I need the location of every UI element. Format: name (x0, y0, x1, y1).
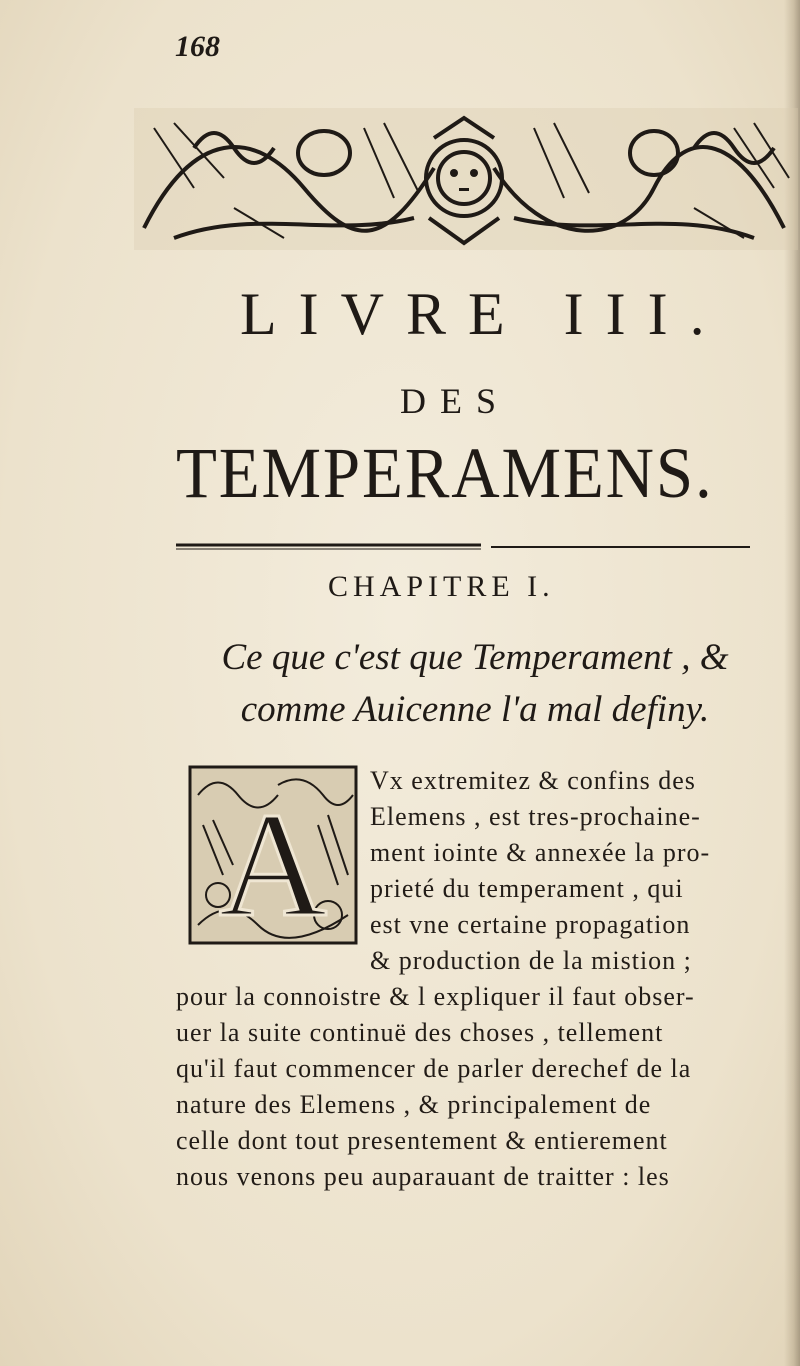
subtitle-line-1: Ce que c'est que Temperament , & (221, 637, 729, 678)
title-prefix: DES (400, 381, 511, 421)
text-line: nature des Elemens , & principalement de (176, 1090, 652, 1119)
book-title: LIVRE III. (240, 281, 727, 347)
main-title: TEMPERAMENS. (176, 433, 714, 513)
text-line: ment iointe & annexée la pro- (370, 838, 711, 867)
text-line: uer la suite continuë des choses , tellement (176, 1018, 664, 1047)
dropcap-letter: A (218, 782, 328, 945)
text-line: Elemens , est tres-prochaine- (370, 802, 701, 831)
text-line: prieté du temperament , qui (370, 874, 684, 903)
chapter-subtitle (185, 632, 765, 736)
text-line: est vne certaine propagation (370, 910, 691, 939)
decorated-initial (188, 765, 358, 945)
subtitle-line-2: comme Auicenne l'a mal definy. (240, 689, 710, 730)
title-rule (176, 540, 750, 554)
text-line: nous venons peu auparauant de traitter : les (176, 1162, 670, 1191)
text-line: qu'il faut commencer de parler derechef de la (176, 1054, 692, 1083)
page-number: 168 (175, 30, 220, 63)
decorative-headpiece (134, 108, 798, 250)
chapter-heading: CHAPITRE I. (328, 570, 555, 603)
text-line: pour la connoistre & l expliquer il faut obser- (176, 982, 695, 1011)
text-line: & production de la mistion ; (370, 946, 692, 975)
text-line: Vx extremitez & confins des (370, 766, 696, 795)
text-line: celle dont tout presentement & entierement (176, 1126, 668, 1155)
